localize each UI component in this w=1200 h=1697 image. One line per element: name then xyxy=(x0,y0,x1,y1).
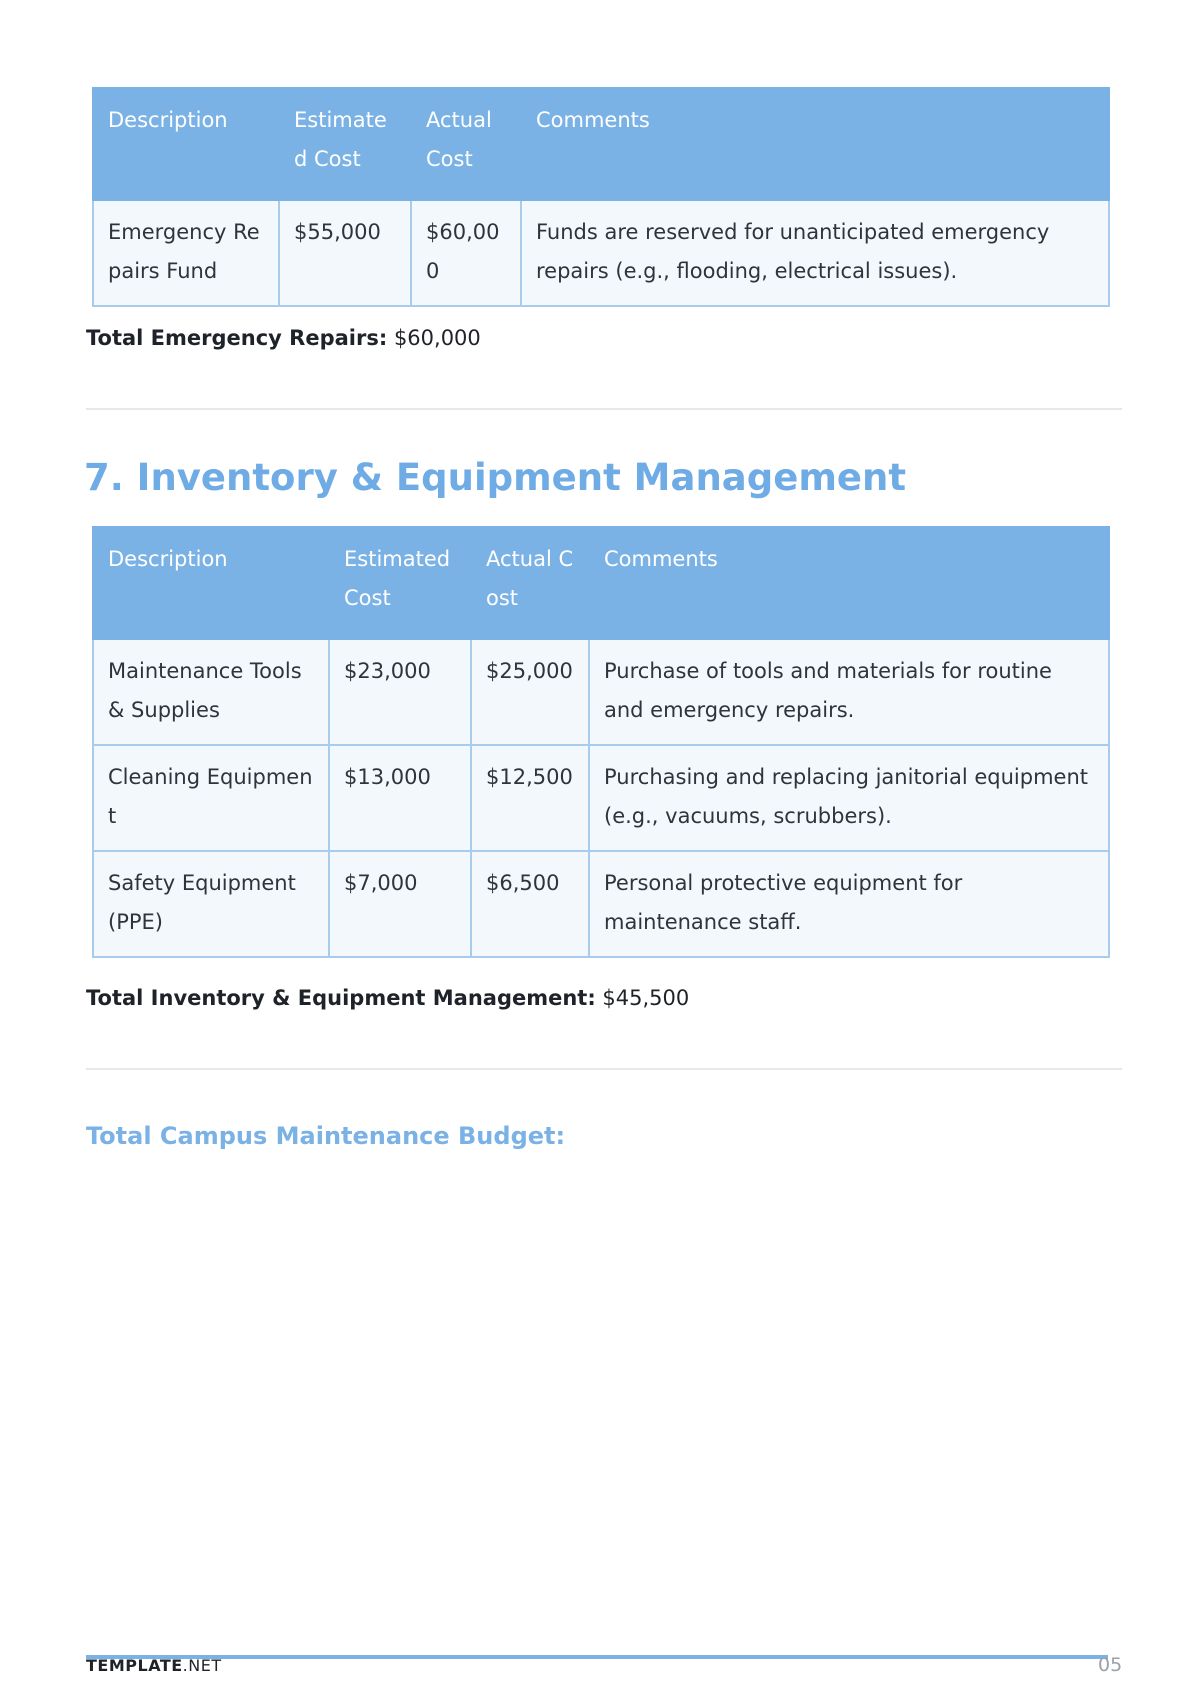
total-value: $45,500 xyxy=(602,986,690,1010)
cell-estimated-cost: $23,000 xyxy=(329,639,471,745)
header-comments: Comments xyxy=(521,88,1109,200)
cell-comments: Funds are reserved for unanticipated emergency repairs (e.g., flooding, electrical issues). xyxy=(521,200,1109,306)
cell-estimated-cost: $7,000 xyxy=(329,851,471,957)
section-title: 7. Inventory & Equipment Management xyxy=(84,456,907,499)
inventory-equipment-table xyxy=(92,526,1110,958)
table-row xyxy=(93,200,1109,306)
cell-comments: Purchasing and replacing janitorial equipment (e.g., vacuums, scrubbers). xyxy=(589,745,1109,851)
cell-estimated-cost: $13,000 xyxy=(329,745,471,851)
header-description: Description xyxy=(93,527,329,639)
total-inventory-equipment xyxy=(86,986,689,1010)
table-header-row xyxy=(93,88,1109,200)
cell-comments: Personal protective equipment for maintenance staff. xyxy=(589,851,1109,957)
table-row xyxy=(93,745,1109,851)
header-actual-cost: Actual Cost xyxy=(411,88,521,200)
cell-description: Emergency Repairs Fund xyxy=(93,200,279,306)
brand-bold: TEMPLATE xyxy=(86,1656,183,1675)
cell-description: Maintenance Tools & Supplies xyxy=(93,639,329,745)
header-estimated-cost: Estimated Cost xyxy=(329,527,471,639)
footer-rule xyxy=(86,1655,1108,1659)
total-value: $60,000 xyxy=(393,326,481,350)
header-actual-cost: Actual Cost xyxy=(471,527,589,639)
cell-estimated-cost: $55,000 xyxy=(279,200,411,306)
total-emergency-repairs xyxy=(86,326,481,350)
cell-actual-cost: $60,000 xyxy=(411,200,521,306)
table-row xyxy=(93,851,1109,957)
brand-suffix: .NET xyxy=(182,1656,222,1675)
total-label: Total Inventory & Equipment Management: xyxy=(86,986,596,1010)
header-estimated-cost: Estimated Cost xyxy=(279,88,411,200)
grand-total-heading: Total Campus Maintenance Budget: xyxy=(86,1122,566,1150)
cell-actual-cost: $6,500 xyxy=(471,851,589,957)
cell-description: Cleaning Equipment xyxy=(93,745,329,851)
cell-actual-cost: $12,500 xyxy=(471,745,589,851)
cell-description: Safety Equipment (PPE) xyxy=(93,851,329,957)
footer-brand-logo xyxy=(86,1656,222,1675)
header-comments: Comments xyxy=(589,527,1109,639)
section-divider xyxy=(86,408,1122,410)
section-divider xyxy=(86,1068,1122,1070)
total-label: Total Emergency Repairs: xyxy=(86,326,388,350)
header-description: Description xyxy=(93,88,279,200)
cell-actual-cost: $25,000 xyxy=(471,639,589,745)
emergency-repairs-table xyxy=(92,87,1110,307)
table-row xyxy=(93,639,1109,745)
table-header-row xyxy=(93,527,1109,639)
cell-comments: Purchase of tools and materials for routine and emergency repairs. xyxy=(589,639,1109,745)
page-number: 05 xyxy=(1098,1654,1123,1676)
